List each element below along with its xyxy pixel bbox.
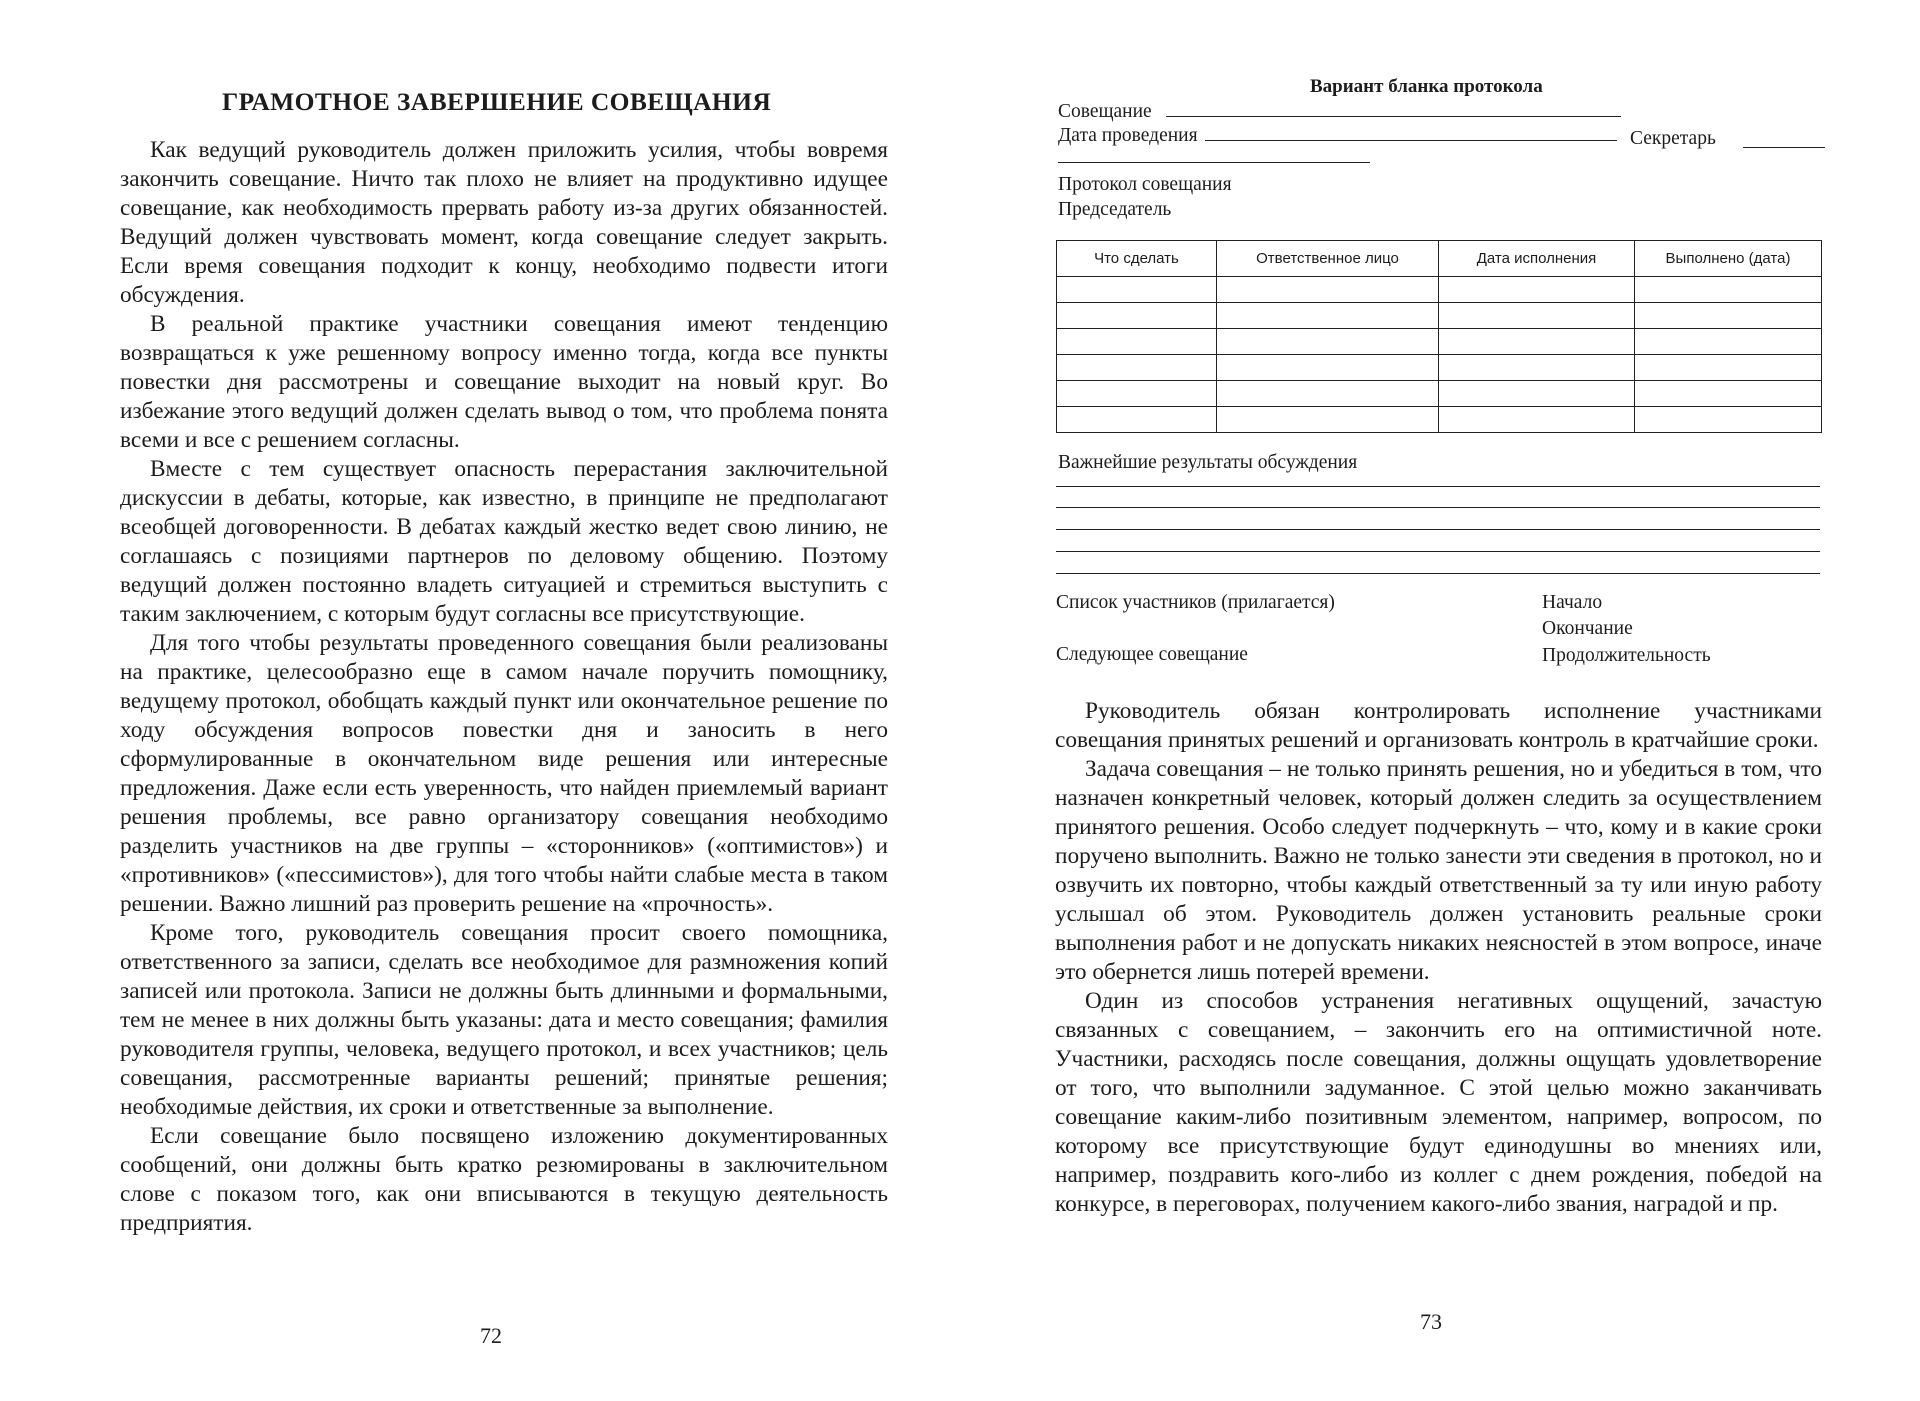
page-number-right: 73	[1420, 1309, 1442, 1334]
table-cell	[1439, 381, 1635, 407]
meeting-line	[1166, 116, 1621, 117]
chair-label: Председатель	[1058, 199, 1172, 220]
form-title: Вариант бланка протокола	[1310, 76, 1543, 97]
results-label: Важнейшие результаты обсуждения	[1058, 452, 1358, 473]
table-header-cell: Что сделать	[1057, 241, 1217, 277]
paragraph: Вместе с тем существует опасность перерастания заключительной дискуссии в дебаты, которые, как известно, в принципе не предполагают всеобщей договоренности. В дебатах каждый жестко ведет свою линию, не соглашаясь с позициями партнеров по деловому общению. Поэтому ведущий должен постоянно владеть ситуацией и стремиться выступить с таким заключением, с которым будут согласны все присутствующие.	[120, 456, 888, 627]
protocol-table	[1056, 240, 1822, 433]
paragraph: Кроме того, руководитель совещания просит своего помощника, ответственного за записи, сделать все необходимое для размножения копий записей или протокола. Записи не должны быть длинными и формальными, тем не менее в них должны быть указаны: дата и место совещания; фамилия руководителя группы, человека, ведущего протокол, и всех участников; цель совещания, рассмотренные варианты решений; принятые решения; необходимые действия, их сроки и ответственные за выполнение.	[120, 920, 888, 1120]
table-cell	[1439, 329, 1635, 355]
results-line	[1056, 573, 1820, 574]
table-cell	[1635, 407, 1822, 433]
table-cell	[1217, 329, 1439, 355]
table-cell	[1057, 381, 1217, 407]
protocol-label: Протокол совещания	[1058, 174, 1232, 195]
table-cell	[1439, 277, 1635, 303]
table-row	[1057, 329, 1822, 355]
start-label: Начало	[1542, 592, 1603, 613]
paragraph: Для того чтобы результаты проведенного совещания были реализованы на практике, целесообразно еще в самом начале поручить помощнику, ведущему протокол, обобщать каждый пункт или окончательное решение по ходу обсуждения вопросов повестки дня и заносить в него сформулированные в окончательном виде решения или интересные предложения. Даже если есть уверенность, что найден приемлемый вариант решения проблемы, все равно организатору совещания необходимо разделить участников на две группы – «сторонников» («оптимистов») и «противников» («пессимистов»), для того чтобы найти слабые места в таком решении. Важно лишний раз проверить решение на «прочность».	[120, 630, 888, 917]
table-cell	[1217, 303, 1439, 329]
table-cell	[1217, 407, 1439, 433]
table-cell	[1217, 355, 1439, 381]
table-cell	[1635, 303, 1822, 329]
table-cell	[1057, 277, 1217, 303]
table-row	[1057, 303, 1822, 329]
table-row	[1057, 355, 1822, 381]
table-cell	[1635, 329, 1822, 355]
right-page	[1000, 0, 1920, 1401]
paragraph: Один из способов устранения негативных ощущений, зачастую связанных с совещанием, – закончить его на оптимистичной ноте. Участники, расходясь после совещания, должны ощущать удовлетворение от того, что выполнили задуманное. С этой целью можно заканчивать совещание каким-либо позитивным элементом, например, вопросом, по которому все присутствующие будут единодушны во мнениях или, например, поздравить кого-либо из коллег с днем рождения, победой на конкурсе, в переговорах, получением какого-либо звания, наградой и пр.	[1055, 988, 1822, 1217]
table-row	[1057, 407, 1822, 433]
table-header-row	[1057, 241, 1822, 277]
secretary-label: Секретарь	[1630, 128, 1716, 149]
table-cell	[1057, 303, 1217, 329]
table-cell	[1635, 277, 1822, 303]
table-cell	[1439, 355, 1635, 381]
results-line	[1056, 507, 1820, 508]
table-header-cell: Выполнено (дата)	[1635, 241, 1822, 277]
end-label: Окончание	[1542, 618, 1633, 639]
paragraph: Как ведущий руководитель должен приложить усилия, чтобы вовремя закончить совещание. Ничто так плохо не влияет на продуктивно идущее совещание, как необходимость прервать работу из-за других обязанностей. Ведущий должен чувствовать момент, когда совещание следует закрыть. Если время совещания подходит к концу, необходимо подвести итоги обсуждения.	[120, 137, 888, 308]
table-cell	[1057, 407, 1217, 433]
paragraph: В реальной практике участники совещания имеют тенденцию возвращаться к уже решенному вопросу именно тогда, когда все пункты повестки дня рассмотрены и совещание выходит на новый круг. Во избежание этого ведущий должен сделать вывод о том, что проблема понята всеми и все с решением согласны.	[120, 311, 888, 453]
results-line	[1056, 486, 1820, 487]
date-label: Дата проведения	[1058, 125, 1198, 146]
paragraph: Если совещание было посвящено изложению документированных сообщений, они должны быть кратко резюмированы в заключительном слове с показом того, как они вписываются в текущую деятельность предприятия.	[120, 1123, 888, 1236]
date-line	[1205, 140, 1617, 141]
paragraph: Задача совещания – не только принять решения, но и убедиться в том, что назначен конкретный человек, который должен следить за осуществлением принятого решения. Особо следует подчеркнуть – что, кому и в какие сроки поручено выполнить. Важно не только занести эти сведения в протокол, но и озвучить их повторно, чтобы каждый ответственный за ту или иную работу услышал об этом. Руководитель должен установить реальные сроки выполнения работ и не допускать никаких неясностей в этом вопросе, иначе это обернется лишь потерей времени.	[1055, 756, 1822, 985]
date-line-continued	[1058, 162, 1370, 163]
participants-label: Список участников (прилагается)	[1056, 592, 1335, 613]
page-number-left: 72	[480, 1323, 502, 1348]
duration-label: Продолжительность	[1542, 645, 1711, 666]
table-cell	[1439, 303, 1635, 329]
table-cell	[1057, 355, 1217, 381]
table-cell	[1635, 355, 1822, 381]
section-heading: ГРАМОТНОЕ ЗАВЕРШЕНИЕ СОВЕЩАНИЯ	[222, 87, 772, 116]
table-row	[1057, 277, 1822, 303]
paragraph: Руководитель обязан контролировать исполнение участниками совещания принятых решений и организовать контроль в кратчайшие сроки.	[1055, 698, 1822, 753]
right-body-text	[1055, 697, 1822, 1219]
results-line	[1056, 529, 1820, 530]
results-line	[1056, 551, 1820, 552]
table-cell	[1217, 277, 1439, 303]
left-body-text	[120, 136, 888, 1238]
table-cell	[1439, 407, 1635, 433]
next-meeting-label: Следующее совещание	[1056, 644, 1248, 665]
meeting-label: Совещание	[1058, 101, 1152, 122]
table-cell	[1635, 381, 1822, 407]
table-row	[1057, 381, 1822, 407]
table-cell	[1217, 381, 1439, 407]
table-header-cell: Дата исполнения	[1439, 241, 1635, 277]
table-cell	[1057, 329, 1217, 355]
table-header-cell: Ответственное лицо	[1217, 241, 1439, 277]
secretary-line	[1743, 147, 1825, 148]
